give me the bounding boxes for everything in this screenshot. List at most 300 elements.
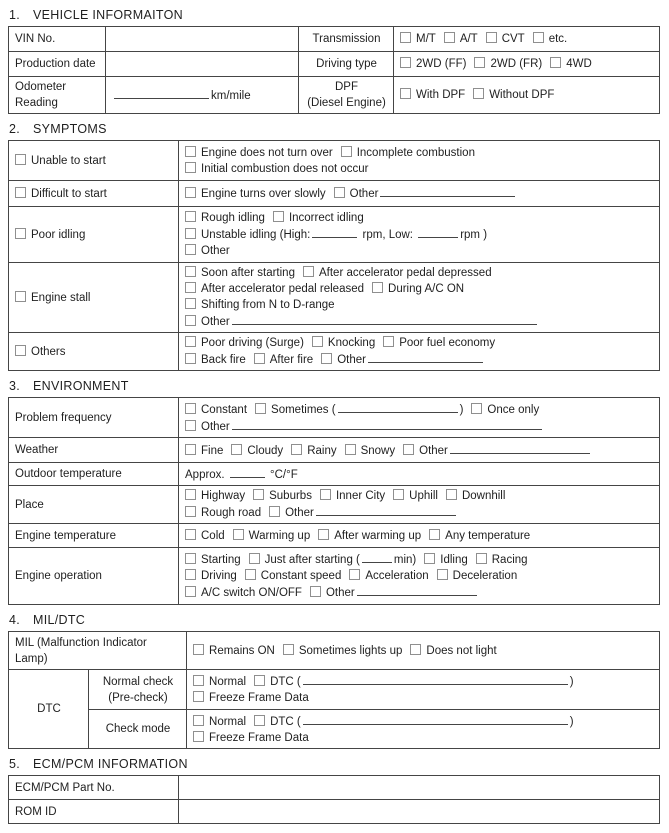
label-text: Normal check [102,675,174,688]
checkbox[interactable] [334,187,345,198]
checkbox-label: Suburbs [269,490,312,502]
option-line [185,584,654,601]
row-content [394,52,660,77]
section-number: 5. [9,757,21,771]
checkbox-label: Deceleration [452,570,518,582]
row-label [9,776,179,800]
section-title: VEHICLE INFORMAITON [33,8,183,22]
checkbox[interactable] [372,282,383,293]
option-line [305,31,388,47]
option-line [185,466,654,483]
row-label [9,141,179,181]
row-label [9,486,179,524]
option-line [185,210,654,226]
option-line [185,313,654,330]
checkbox[interactable] [400,57,411,68]
checkbox-label: Highway [201,490,246,502]
checkbox[interactable] [424,553,435,564]
option-line [15,56,100,72]
row-label [9,632,187,670]
checkbox[interactable] [185,529,196,540]
fill-in-line[interactable] [357,584,477,596]
table-row [9,438,660,463]
row-label [9,463,179,486]
checkbox-label: Others [31,345,66,358]
fill-in-line[interactable] [316,504,456,516]
row-content [179,333,660,371]
checkbox-label: Poor driving (Surge) [201,337,304,349]
checkbox-label: Engine does not turn over [201,146,333,159]
checkbox[interactable] [193,644,204,655]
checkbox-label: Normal [209,676,247,688]
option-line [185,335,654,351]
option-line [15,290,173,306]
checkbox[interactable] [550,57,561,68]
option-line [185,351,654,368]
checkbox-label: Unstable idling (High: [201,229,311,241]
option-line [193,690,654,706]
section-header [9,613,660,627]
row-label [9,77,106,114]
label-text: Outdoor temperature [15,468,122,480]
checkbox-label: Warming up [248,529,311,542]
checkbox-label: 2WD (FR) [490,58,543,70]
value-cell[interactable] [179,800,660,824]
label-text: rpm, Low: [359,229,417,241]
option-line [185,418,654,435]
option-line [15,95,100,111]
checkbox[interactable] [320,489,331,500]
table-row [9,548,660,605]
checkbox-label: Rough road [201,507,262,519]
label-text: Engine operation [15,570,102,582]
table-row [9,181,660,207]
fill-in-line[interactable] [114,87,209,99]
checkbox[interactable] [185,162,196,173]
option-line [185,568,654,584]
checkbox[interactable] [193,731,204,742]
option-line [15,497,173,513]
checkbox-label: Without DPF [489,89,555,101]
checkbox[interactable] [185,282,196,293]
checkbox[interactable] [269,506,280,517]
label-text: ) [569,676,574,688]
checkbox-label: Idling [440,554,468,566]
checkbox[interactable] [429,529,440,540]
label-text: Lamp) [15,652,48,665]
checkbox[interactable] [345,444,356,455]
checkbox-label: Constant [201,403,248,416]
section-number: 1. [9,8,21,22]
checkbox-label: Poor fuel economy [399,337,496,349]
checkbox[interactable] [400,88,411,99]
row-label [9,800,179,824]
option-line [305,56,388,72]
checkbox-label: Normal [209,715,247,728]
checkbox[interactable] [321,353,332,364]
option-line [193,730,654,746]
fill-in-line[interactable] [368,351,483,363]
section-title: ENVIRONMENT [33,379,129,393]
checkbox-label: Incorrect idling [288,212,364,224]
checkbox[interactable] [249,553,260,564]
row-content [179,207,660,263]
checkbox[interactable] [185,420,196,431]
table-row [9,670,660,710]
checkbox[interactable] [185,553,196,564]
table-row [9,524,660,548]
row-content [179,524,660,548]
fill-in-line[interactable] [303,673,568,685]
checkbox-label: Freeze Frame Data [209,731,309,744]
label-text: Check mode [105,723,171,735]
checkbox[interactable] [254,715,265,726]
checkbox-label: Snowy [360,444,396,457]
checkbox-label: During A/C ON [388,283,465,295]
row-content [179,486,660,524]
option-line [15,780,173,796]
row-content [179,548,660,605]
checkbox[interactable] [185,298,196,309]
option-line [15,528,173,544]
checkbox[interactable] [254,353,265,364]
row-content [394,27,660,52]
checkbox-label: Rainy [307,444,337,457]
checkbox-label: Starting [201,554,241,566]
option-line [15,466,173,482]
row-content [394,77,660,114]
checkbox[interactable] [15,154,26,165]
checkbox[interactable] [185,146,196,157]
mil-dtc-table [8,631,660,749]
checkbox[interactable] [185,187,196,198]
checkbox-label: Cloudy [247,444,284,457]
checkbox-label: After fire [269,354,314,366]
option-line [15,31,100,47]
option-line [112,87,293,104]
label-text: km/mile [211,89,251,102]
checkbox-label: Other [419,444,448,457]
row-label [9,438,179,463]
value-cell[interactable] [179,776,660,800]
fill-in-line[interactable] [450,442,590,454]
row-content [179,181,660,207]
environment-table [8,397,660,605]
table-row [9,27,660,52]
checkbox[interactable] [393,489,404,500]
checkbox[interactable] [474,57,485,68]
checkbox[interactable] [318,529,329,540]
checkbox-label: 2WD (FF) [416,58,467,70]
checkbox-label: Rough idling [201,212,265,224]
checkbox-label: After warming up [334,529,422,542]
option-line [15,344,173,360]
checkbox-label: DTC ( [270,676,301,688]
checkbox-label: After accelerator pedal released [201,283,365,295]
checkbox[interactable] [233,529,244,540]
option-line [305,95,388,111]
checkbox[interactable] [185,228,196,239]
option-line [15,635,181,651]
label-text: (Diesel Engine) [307,97,386,109]
checkbox-label: DTC ( [270,715,301,728]
checkbox-label: Sometimes lights up [298,644,403,657]
checkbox-label: Poor idling [31,228,86,241]
option-line [185,265,654,281]
symptoms-table [8,140,660,371]
checkbox[interactable] [383,336,394,347]
checkbox-label: Other [285,507,314,519]
checkbox[interactable] [473,88,484,99]
label-text: MIL (Malfunction Indicator [15,636,147,649]
section-mil-dtc [8,613,660,749]
label-text: Odometer [15,81,67,93]
label-text: Place [15,498,44,511]
option-line [193,673,654,690]
option-line [15,804,173,820]
checkbox[interactable] [185,266,196,277]
checkbox[interactable] [185,586,196,597]
option-line [185,551,654,568]
option-line [400,31,654,47]
row-label [9,548,179,605]
label-text: (Pre-check) [108,691,168,704]
fill-in-line[interactable] [362,551,392,563]
checkbox[interactable] [486,32,497,43]
label-text: ROM ID [15,805,57,818]
checkbox-label: Uphill [409,490,438,502]
option-line [15,227,173,243]
checkbox[interactable] [193,715,204,726]
label-text: Problem frequency [15,411,112,424]
checkbox-label: Freeze Frame Data [209,692,309,704]
fill-in-line[interactable] [232,313,537,325]
label-text: rpm ) [460,229,488,241]
table-row [9,710,660,749]
checkbox[interactable] [15,187,26,198]
row-label [9,670,89,749]
ecm-pcm-information-table [8,775,660,824]
checkbox-label: Just after starting ( [264,554,360,566]
option-line [185,161,654,177]
checkbox[interactable] [437,569,448,580]
section-environment [8,379,660,605]
section-title: SYMPTOMS [33,122,107,136]
option-line [185,145,654,161]
checkbox-label: Other [201,420,230,433]
checkbox-label: Does not light [426,644,497,657]
section-header [9,379,660,393]
table-row [9,398,660,438]
fill-in-line[interactable] [312,226,357,238]
label-text: VIN No. [15,33,56,45]
checkbox[interactable] [193,675,204,686]
checkbox[interactable] [446,489,457,500]
fill-in-line[interactable] [380,185,515,197]
checkbox[interactable] [15,345,26,356]
row-label [299,52,394,77]
row-content [187,710,660,749]
checkbox-label: Other [325,587,355,599]
checkbox[interactable] [533,32,544,43]
checkbox-label: Constant speed [260,570,342,582]
checkbox-label: Other [201,316,230,328]
section-ecm-pcm-information [8,757,660,824]
checkbox-label: 4WD [566,58,592,70]
checkbox[interactable] [310,586,321,597]
label-text: Reading [15,97,58,109]
section-header [9,757,660,771]
checkbox[interactable] [341,146,352,157]
checkbox[interactable] [471,403,482,414]
checkbox-label: Remains ON [209,644,275,657]
value-cell[interactable] [106,27,299,52]
option-line [15,410,173,426]
row-label [9,398,179,438]
checkbox[interactable] [312,336,323,347]
checkbox[interactable] [185,403,196,414]
table-row [9,263,660,333]
checkbox[interactable] [303,266,314,277]
checkbox-label: Back fire [201,354,246,366]
fill-in-line[interactable] [418,226,458,238]
checkbox[interactable] [185,315,196,326]
value-cell[interactable] [106,52,299,77]
row-content [179,141,660,181]
row-label [9,263,179,333]
checkbox-label: Inner City [335,490,386,502]
fill-in-line[interactable] [232,418,542,430]
value-cell[interactable] [106,77,299,114]
vehicle-information-table [8,26,660,114]
checkbox[interactable] [410,644,421,655]
checkbox-label: Engine stall [31,291,91,304]
checkbox-label: Once only [487,403,540,416]
table-row [9,463,660,486]
checkbox-label: A/T [459,33,478,45]
row-label [9,207,179,263]
checkbox-label: With DPF [416,89,466,101]
checkbox[interactable] [185,444,196,455]
checkbox[interactable] [283,644,294,655]
checkbox[interactable] [185,569,196,580]
checkbox[interactable] [400,32,411,43]
checkbox[interactable] [15,228,26,239]
checkbox[interactable] [185,211,196,222]
checkbox[interactable] [185,506,196,517]
checkbox[interactable] [291,444,302,455]
option-line [305,79,388,95]
checkbox[interactable] [444,32,455,43]
option-line [15,186,173,202]
row-content [187,670,660,710]
row-label [9,52,106,77]
checkbox-label: Other [201,245,230,257]
checkbox-label: Cold [201,529,225,542]
checkbox-label: A/C switch ON/OFF [201,587,302,599]
checkbox[interactable] [185,244,196,255]
option-line [185,297,654,313]
checkbox[interactable] [245,569,256,580]
checkbox[interactable] [476,553,487,564]
option-line [400,56,654,72]
checkbox[interactable] [273,211,284,222]
section-number: 4. [9,613,21,627]
option-line [15,153,173,169]
option-line [185,226,654,243]
option-line [400,87,654,103]
checkbox-label: CVT [501,33,525,45]
label-text: DTC [37,703,61,715]
fill-in-line[interactable] [303,713,568,725]
checkbox-label: Soon after starting [201,267,295,279]
option-line [193,643,654,659]
fill-in-line[interactable] [230,466,265,478]
section-header [9,8,660,22]
option-line [185,281,654,297]
label-text: ) [459,403,464,416]
label-text: Transmission [312,33,381,45]
label-text: Weather [15,444,59,456]
checkbox[interactable] [253,489,264,500]
checkbox[interactable] [185,336,196,347]
checkbox[interactable] [185,489,196,500]
option-line [15,651,181,667]
section-title: MIL/DTC [33,613,86,627]
option-line [185,442,654,459]
form-root [8,8,660,824]
checkbox-label: etc. [548,33,568,45]
label-text: min) [393,554,417,566]
label-text: ECM/PCM Part No. [15,781,115,794]
section-vehicle-information [8,8,660,114]
row-label [9,27,106,52]
checkbox-label: Fine [201,444,224,457]
table-row [9,52,660,77]
checkbox-label: Unable to start [31,154,106,167]
table-row [9,632,660,670]
row-content [179,263,660,333]
checkbox-label: After accelerator pedal depressed [318,267,492,279]
label-text: °C/°F [266,468,298,481]
option-line [185,401,654,418]
checkbox[interactable] [255,403,266,414]
checkbox-label: Shifting from N to D-range [201,299,335,311]
label-text: Approx. [185,468,228,481]
option-line [185,185,654,202]
row-label [9,181,179,207]
option-line [185,243,654,259]
table-row [9,77,660,114]
checkbox[interactable] [193,691,204,702]
option-line [15,79,100,95]
label-text: Driving type [316,58,377,70]
row-label [299,77,394,114]
section-number: 3. [9,379,21,393]
row-content [187,632,660,670]
checkbox[interactable] [15,291,26,302]
checkbox[interactable] [349,569,360,580]
option-line [15,442,173,458]
checkbox-label: Initial combustion does not occur [201,162,369,175]
option-line [95,690,181,706]
fill-in-line[interactable] [338,401,458,413]
checkbox[interactable] [185,353,196,364]
checkbox[interactable] [231,444,242,455]
checkbox-label: Difficult to start [31,187,107,200]
checkbox[interactable] [254,675,265,686]
checkbox[interactable] [403,444,414,455]
